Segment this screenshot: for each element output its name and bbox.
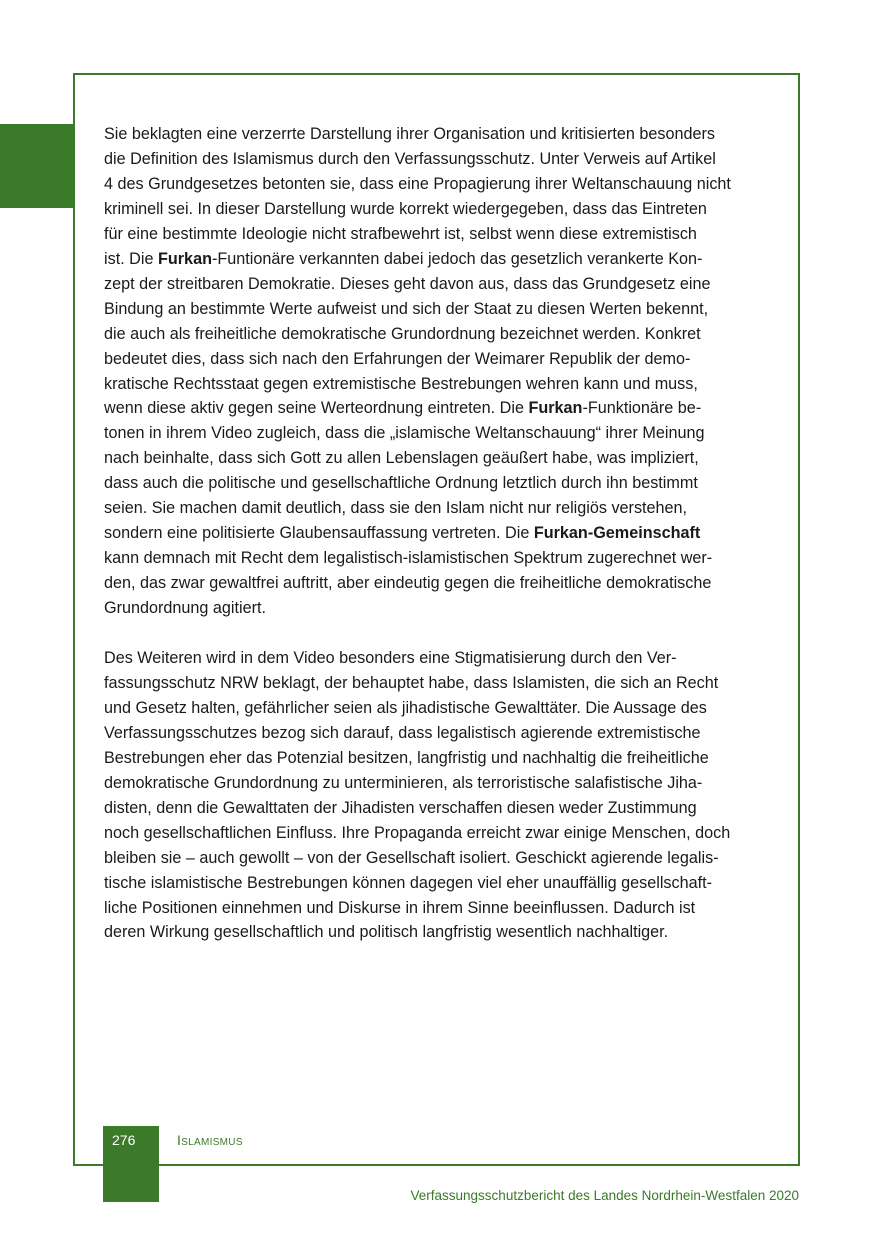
text-line	[104, 496, 772, 521]
text-segment: kriminell sei. In dieser Darstellung wurde korrekt wiedergegeben, dass das Eintreten	[104, 199, 707, 218]
text-line	[104, 896, 772, 921]
text-line	[104, 571, 772, 596]
text-line	[104, 821, 772, 846]
text-segment: tonen in ihrem Video zugleich, dass die „islamische Weltanschauung“ ihrer Meinung	[104, 424, 705, 443]
text-segment: sondern eine politisierte Glaubensauffassung vertreten. Die	[104, 524, 534, 543]
text-line	[104, 372, 772, 397]
bold-term: Furkan-Gemeinschaft	[533, 524, 701, 543]
text-segment: disten, denn die Gewalttaten der Jihadisten verschaffen diesen weder Zustimmung	[104, 798, 697, 817]
text-segment: und Gesetz halten, gefährlicher seien als jihadistische Gewalttäter. Die Aussage des	[104, 698, 707, 717]
text-line	[104, 920, 772, 945]
text-segment: noch gesellschaftlichen Einfluss. Ihre Propaganda erreicht zwar einige Menschen, doch	[104, 823, 731, 842]
text-line	[104, 721, 772, 746]
text-line	[104, 122, 772, 147]
text-line	[104, 646, 772, 671]
text-segment: den, das zwar gewaltfrei auftritt, aber eindeutig gegen die freiheitliche demokratische	[104, 574, 712, 593]
text-line	[104, 546, 772, 571]
text-segment: für eine bestimmte Ideologie nicht strafbewehrt ist, selbst wenn diese extremistisch	[104, 224, 697, 243]
text-segment: -Funktionäre be-	[582, 399, 702, 418]
text-line	[104, 347, 772, 372]
text-segment: Bestrebungen eher das Potenzial besitzen, langfristig und nachhaltig die freiheitliche	[104, 748, 709, 767]
bold-term: Furkan	[528, 399, 583, 418]
text-line	[104, 322, 772, 347]
text-segment: Bindung an bestimmte Werte aufweist und sich der Staat zu diesen Werten bekennt,	[104, 299, 709, 318]
text-line	[104, 197, 772, 222]
text-line	[104, 222, 772, 247]
text-segment: die auch als freiheitliche demokratische Grundordnung bezeichnet werden. Konkret	[104, 324, 701, 343]
text-segment: -Funtionäre verkannten dabei jedoch das gesetzlich verankerte Kon-	[211, 249, 703, 268]
text-segment: Sie beklagten eine verzerrte Darstellung ihrer Organisation und kritisierten besonders	[104, 125, 715, 143]
text-line	[104, 247, 772, 272]
body-text	[104, 122, 772, 970]
page-number: 276	[112, 1132, 136, 1148]
text-line	[104, 671, 772, 696]
page-number-box	[103, 1126, 159, 1202]
text-line	[104, 471, 772, 496]
paragraph	[104, 122, 772, 621]
text-line	[104, 746, 772, 771]
text-segment: zept der streitbaren Demokratie. Dieses geht davon aus, dass das Grundgesetz eine	[104, 274, 711, 293]
text-segment: bleiben sie – auch gewollt – von der Gesellschaft isoliert. Geschickt agierende legalis-	[104, 848, 719, 867]
text-segment: Verfassungsschutzes bezog sich darauf, dass legalistisch agierende extremistische	[104, 723, 701, 742]
text-segment: liche Positionen einnehmen und Diskurse in ihrem Sinne beeinflussen. Dadurch ist	[104, 898, 696, 917]
text-segment: 4 des Grundgesetzes betonten sie, dass eine Propagierung ihrer Weltanschauung nicht	[104, 174, 731, 193]
text-line	[104, 396, 772, 421]
text-line	[104, 446, 772, 471]
text-line	[104, 796, 772, 821]
section-label: Islamismus	[177, 1132, 243, 1148]
text-segment: dass auch die politische und gesellschaftliche Ordnung letztlich durch ihn bestimmt	[104, 474, 698, 493]
text-segment: ist. Die	[104, 249, 158, 268]
text-segment: nach beinhalte, dass sich Gott zu allen Lebenslagen geäußert habe, was impliziert,	[104, 449, 699, 468]
publication-title: Verfassungsschutzbericht des Landes Nordrhein-Westfalen 2020	[410, 1188, 799, 1203]
text-segment: tische islamistische Bestrebungen können dagegen viel eher unauffällig gesellschaft-	[104, 873, 713, 892]
text-segment: wenn diese aktiv gegen seine Werteordnung eintreten. Die	[104, 399, 529, 418]
text-segment: Grundordnung agitiert.	[104, 599, 266, 618]
text-line	[104, 846, 772, 871]
text-segment: demokratische Grundordnung zu unterminieren, als terroristische salafistische Jiha-	[104, 773, 703, 792]
text-line	[104, 871, 772, 896]
text-line	[104, 421, 772, 446]
text-segment: seien. Sie machen damit deutlich, dass sie den Islam nicht nur religiös verstehen,	[104, 499, 688, 518]
text-line	[104, 272, 772, 297]
text-segment: kann demnach mit Recht dem legalistisch-islamistischen Spektrum zugerechnet wer-	[104, 549, 713, 568]
text-segment: Des Weiteren wird in dem Video besonders eine Stigmatisierung durch den Ver-	[104, 649, 677, 667]
text-line	[104, 521, 772, 546]
text-line	[104, 172, 772, 197]
text-line	[104, 147, 772, 172]
text-line	[104, 771, 772, 796]
bold-term: Furkan	[157, 249, 212, 268]
text-segment: bedeutet dies, dass sich nach den Erfahrungen der Weimarer Republik der demo-	[104, 349, 691, 368]
text-line	[104, 297, 772, 322]
text-line	[104, 696, 772, 721]
text-segment: deren Wirkung gesellschaftlich und politisch langfristig wesentlich nachhaltiger.	[104, 923, 669, 942]
paragraph	[104, 646, 772, 945]
side-tab-marker	[0, 124, 75, 208]
text-segment: fassungsschutz NRW beklagt, der behauptet habe, dass Islamisten, die sich an Recht	[104, 673, 719, 692]
text-line	[104, 596, 772, 621]
text-segment: kratische Rechtsstaat gegen extremistische Bestrebungen wehren kann und muss,	[104, 374, 698, 393]
text-segment: die Definition des Islamismus durch den Verfassungsschutz. Unter Verweis auf Artikel	[104, 149, 716, 168]
